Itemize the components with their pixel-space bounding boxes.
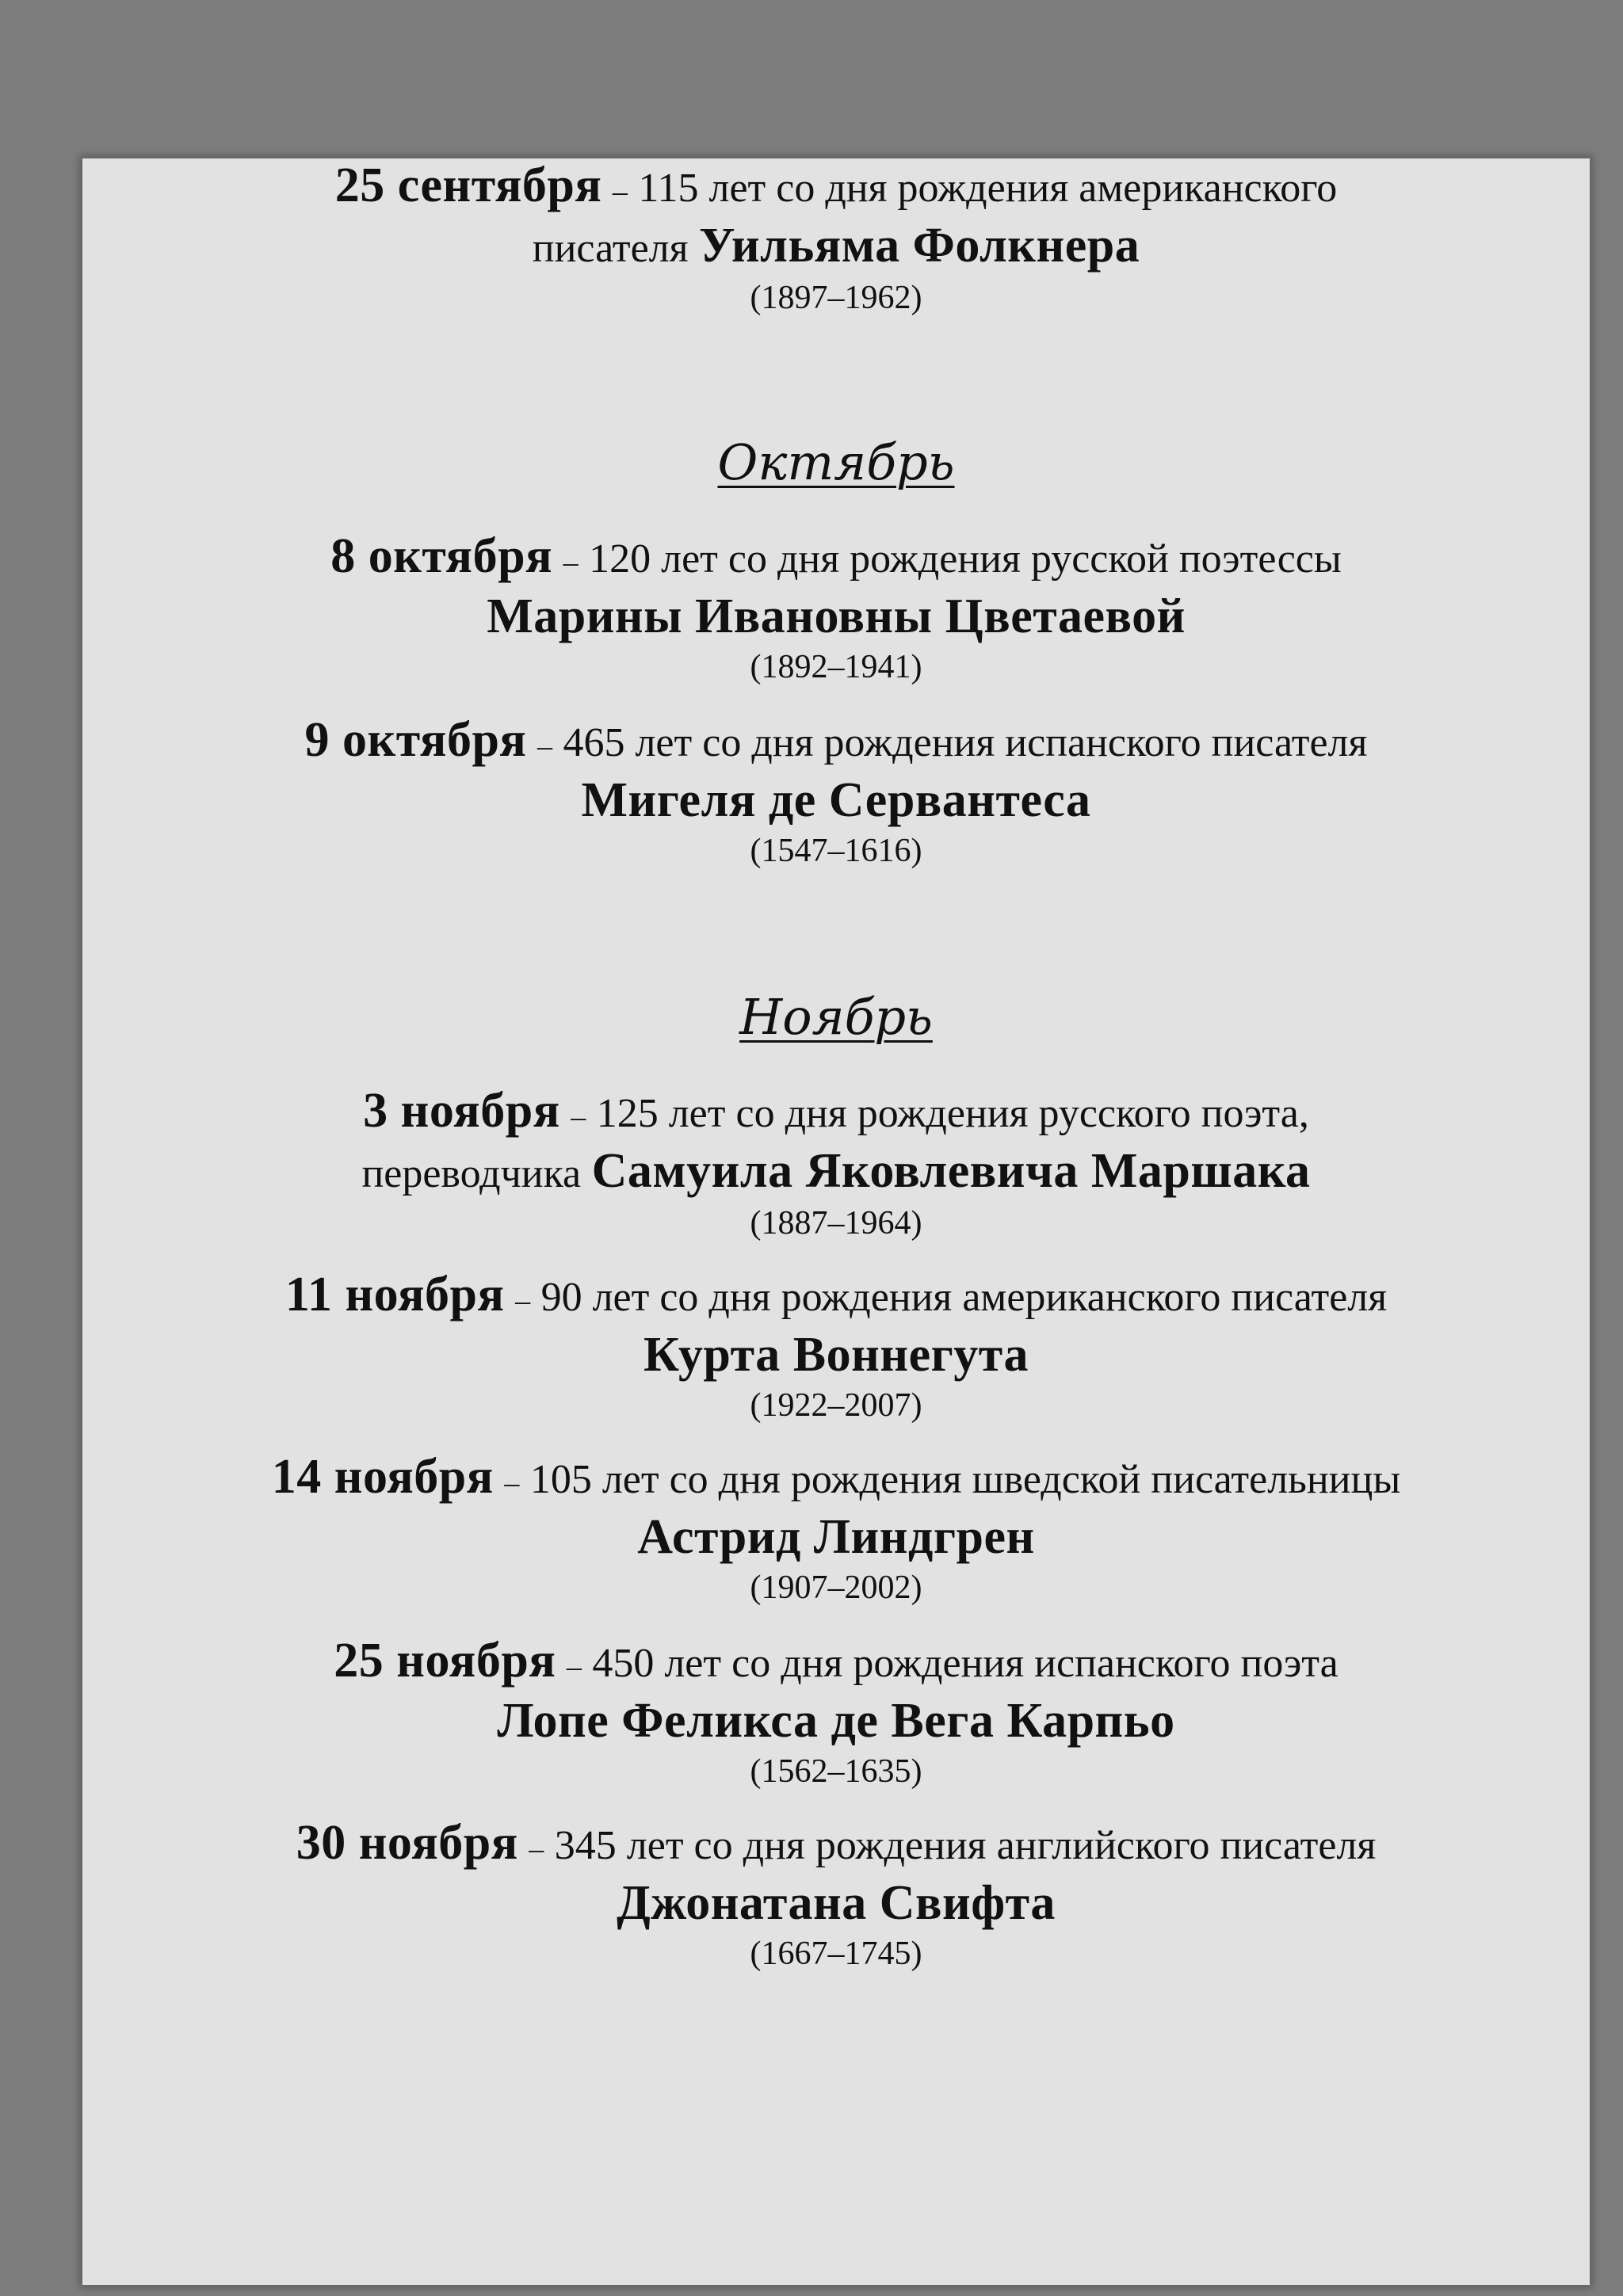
entry-description: 90 лет со дня рождения американского писателя <box>540 1275 1388 1320</box>
entry-person-name: Джонатана Свифта <box>617 1876 1056 1930</box>
entry-date-line <box>82 1450 1590 1510</box>
entry-dash: – <box>612 175 628 208</box>
entry-name-line <box>82 1876 1590 1932</box>
entry-dash: – <box>515 1284 531 1318</box>
entry-description: 345 лет со дня рождения английского писателя <box>554 1823 1377 1868</box>
entry-person-name: Марины Ивановны Цветаевой <box>487 589 1186 643</box>
anniversary-entry-tsvetaeva <box>82 529 1590 689</box>
entry-person-name: Лопе Феликса де Вега Карпьо <box>497 1694 1175 1748</box>
anniversary-entry-faulkner <box>82 158 1590 320</box>
entry-dash: – <box>529 1833 544 1866</box>
entry-date-line <box>82 1268 1590 1328</box>
entry-description: 125 лет со дня рождения русского поэта, <box>596 1091 1309 1136</box>
anniversary-entry-swift <box>82 1816 1590 1976</box>
entry-years: (1897–1962) <box>750 280 922 316</box>
entry-name-line <box>82 1510 1590 1566</box>
entry-name-line <box>82 219 1590 276</box>
entry-name-line <box>82 773 1590 829</box>
entry-date-line <box>82 529 1590 589</box>
entry-date: 14 ноября <box>271 1450 494 1504</box>
entry-years: (1547–1616) <box>750 833 922 869</box>
entry-name-line <box>82 1144 1590 1201</box>
entry-date-line <box>82 1634 1590 1694</box>
anniversary-entry-vonnegut <box>82 1268 1590 1428</box>
entry-description: 115 лет со дня рождения американского <box>638 166 1338 211</box>
entry-prefix: писателя <box>532 226 689 271</box>
entry-person-name: Мигеля де Сервантеса <box>581 773 1091 827</box>
entry-date: 11 ноября <box>285 1268 505 1322</box>
entry-years: (1667–1745) <box>750 1936 922 1972</box>
entry-date-line <box>82 1084 1590 1144</box>
entry-description: 465 лет со дня рождения испанского писателя <box>563 720 1368 765</box>
entry-dash: – <box>537 730 552 763</box>
entry-years: (1922–2007) <box>750 1387 922 1424</box>
entry-date: 30 ноября <box>296 1816 518 1870</box>
entry-date: 3 ноября <box>363 1084 560 1138</box>
entry-description: 105 лет со дня рождения шведской писательницы <box>529 1457 1401 1502</box>
entry-years: (1562–1635) <box>750 1753 922 1790</box>
entry-date: 8 октября <box>330 529 553 583</box>
entry-person-name: Самуила Яковлевича Маршака <box>591 1144 1311 1198</box>
entry-name-line <box>82 1328 1590 1383</box>
entry-years: (1907–2002) <box>750 1569 922 1606</box>
entry-person-name: Астрид Линдгрен <box>637 1510 1035 1564</box>
entry-description: 120 лет со дня рождения русской поэтессы <box>589 536 1342 582</box>
month-heading-october: Октябрь <box>717 433 955 491</box>
entry-prefix: переводчика <box>361 1151 582 1196</box>
entry-years: (1887–1964) <box>750 1205 922 1241</box>
entry-date: 9 октября <box>304 713 527 767</box>
entry-date: 25 сентября <box>334 158 602 212</box>
entry-dash: – <box>571 1100 586 1134</box>
entry-years: (1892–1941) <box>750 649 922 685</box>
document-page <box>82 158 1590 2285</box>
entry-name-line <box>82 589 1590 645</box>
entry-date-line <box>82 713 1590 773</box>
entry-description: 450 лет со дня рождения испанского поэта <box>592 1641 1338 1686</box>
anniversary-entry-lindgren <box>82 1450 1590 1610</box>
anniversary-entry-cervantes <box>82 713 1590 873</box>
entry-date: 25 ноября <box>334 1634 556 1688</box>
entry-person-name: Курта Воннегута <box>643 1328 1029 1382</box>
anniversary-entry-marshak <box>82 1084 1590 1245</box>
month-heading-november: Ноябрь <box>739 988 933 1046</box>
anniversary-entry-lope-de-vega <box>82 1634 1590 1794</box>
entry-name-line <box>82 1694 1590 1749</box>
entry-dash: – <box>563 546 579 579</box>
entry-dash: – <box>566 1650 582 1684</box>
entry-date-line <box>82 158 1590 219</box>
entry-dash: – <box>504 1466 520 1500</box>
entry-date-line <box>82 1816 1590 1876</box>
entry-person-name: Уильяма Фолкнера <box>699 219 1140 273</box>
